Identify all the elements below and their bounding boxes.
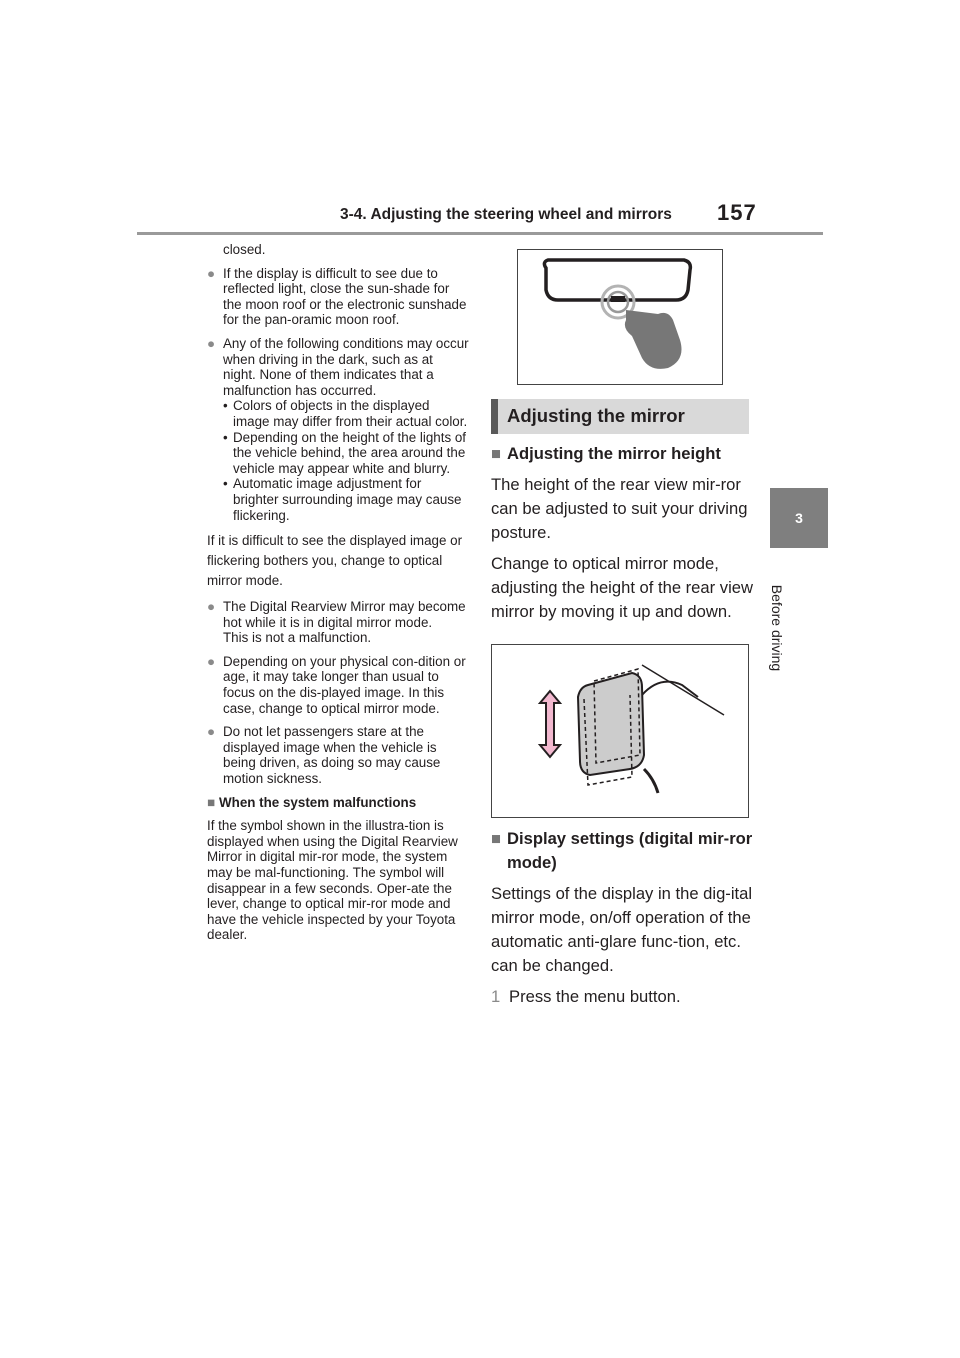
- bullet-icon: ●: [207, 335, 216, 351]
- menu-button-shape: [611, 296, 625, 302]
- windshield-line: [642, 665, 724, 715]
- plain-paragraph: If it is difficult to see the displayed image or flickering bothers you, change to optical mirror mode.: [207, 533, 463, 589]
- header-rule: [137, 232, 823, 235]
- subheading: [207, 795, 469, 811]
- subsection-title-text: Adjusting the mirror height: [507, 444, 721, 463]
- dash-marker: •: [223, 398, 228, 414]
- mirror-button-drawing: [518, 250, 722, 384]
- bullet-icon: ●: [207, 653, 216, 669]
- dash-marker: •: [223, 476, 228, 492]
- bullet-text: Any of the following conditions may occur when driving in the dark, such as at night. None of them indicates that a malfunction has occurred.: [223, 335, 469, 398]
- step-number: 1: [491, 987, 501, 1006]
- paragraph: Change to optical mirror mode, adjusting the height of the rear view mirror by moving it up and down.: [491, 554, 753, 621]
- square-icon: ■: [491, 829, 502, 848]
- up-down-arrow-icon: [540, 691, 560, 757]
- finger-hand-icon: [625, 310, 682, 369]
- header-title: 3-4. Adjusting the steering wheel and mirrors: [340, 206, 672, 223]
- mirror-outline: [544, 260, 690, 300]
- bullet-text: The Digital Rearview Mirror may become hot while it is in digital mirror mode.: [223, 599, 466, 630]
- dash-marker: •: [223, 429, 228, 445]
- bullet-icon: ●: [207, 599, 216, 615]
- section-heading: [491, 399, 749, 434]
- section-accent: [491, 399, 498, 434]
- page-number: 157: [717, 200, 757, 225]
- mirror-height-illustration: [491, 644, 749, 818]
- mirror-lever: [644, 769, 658, 793]
- right-column-top: [491, 442, 756, 624]
- subheading-text: When the system malfunctions: [219, 794, 417, 810]
- dash-text: Depending on the height of the lights of the vehicle behind, the area around the vehicle may appear white and blurry.: [233, 429, 467, 476]
- section-title: Adjusting the mirror: [507, 405, 685, 426]
- paragraph: The height of the rear view mir-ror can be adjusted to suit your driving posture.: [491, 475, 748, 542]
- bullet-item: [207, 336, 469, 398]
- bullet-item: [207, 724, 469, 786]
- bullet-item: [207, 266, 469, 328]
- dash-text: Colors of objects in the displayed image may differ from their actual color.: [233, 398, 468, 429]
- chapter-label-text: Before driving: [769, 584, 785, 672]
- dash-text: Automatic image adjustment for brighter surrounding image may cause flickering.: [233, 476, 462, 523]
- chapter-tab: 3: [770, 488, 828, 548]
- dash-item: [223, 430, 469, 477]
- dash-list: [207, 398, 469, 523]
- left-column: [207, 242, 469, 943]
- bullet-text-line2: This is not a malfunction.: [223, 630, 372, 646]
- bullet-text: Depending on your physical con-dition or age, it may take longer than usual to focus on the dis-played image. In this case, change to optical mirror mode.: [223, 653, 466, 716]
- bullet-text: If the display is difficult to see due to reflected light, close the sun-shade for the moon roof or the electronic sunshade for the pan-oramic moon roof.: [223, 265, 467, 328]
- right-column-bottom: [491, 827, 756, 1009]
- paragraph: Settings of the display in the dig-ital mirror mode, on/off operation of the automatic anti-glare func-tion, etc. can be changed.: [491, 884, 753, 975]
- continuation-text: closed.: [223, 242, 266, 257]
- mirror-button-illustration: [517, 249, 723, 385]
- bullet-icon: ●: [207, 724, 216, 740]
- mirror-height-drawing: [492, 645, 748, 817]
- square-icon: ■: [491, 444, 502, 463]
- square-icon: ■: [207, 794, 216, 810]
- bullet-item: [207, 599, 469, 646]
- subsection-title-text: Display settings (digital mir-ror mode): [507, 829, 753, 872]
- dash-item: [223, 398, 469, 429]
- dash-item: [223, 476, 469, 523]
- subheading-body: If the symbol shown in the illustra-tion is displayed when using the Digital Rearview Mirror in digital mir-ror mode, the system may be mal-functioning. The symbol will disappear in a few seconds. Oper-ate the lever, change to optical mir-ror mode and have the vehicle inspected by your Toyota dealer.: [207, 818, 458, 943]
- step-item: [491, 985, 756, 1009]
- bullet-item: [207, 654, 469, 716]
- subsection-title: [491, 442, 756, 466]
- step-text: Press the menu button.: [509, 987, 681, 1006]
- chapter-label: [757, 558, 797, 698]
- subsection-title: [491, 827, 756, 875]
- bullet-icon: ●: [207, 265, 216, 281]
- bullet-text: Do not let passengers stare at the displayed image when the vehicle is being driven, as doing so may cause motion sickness.: [223, 724, 441, 787]
